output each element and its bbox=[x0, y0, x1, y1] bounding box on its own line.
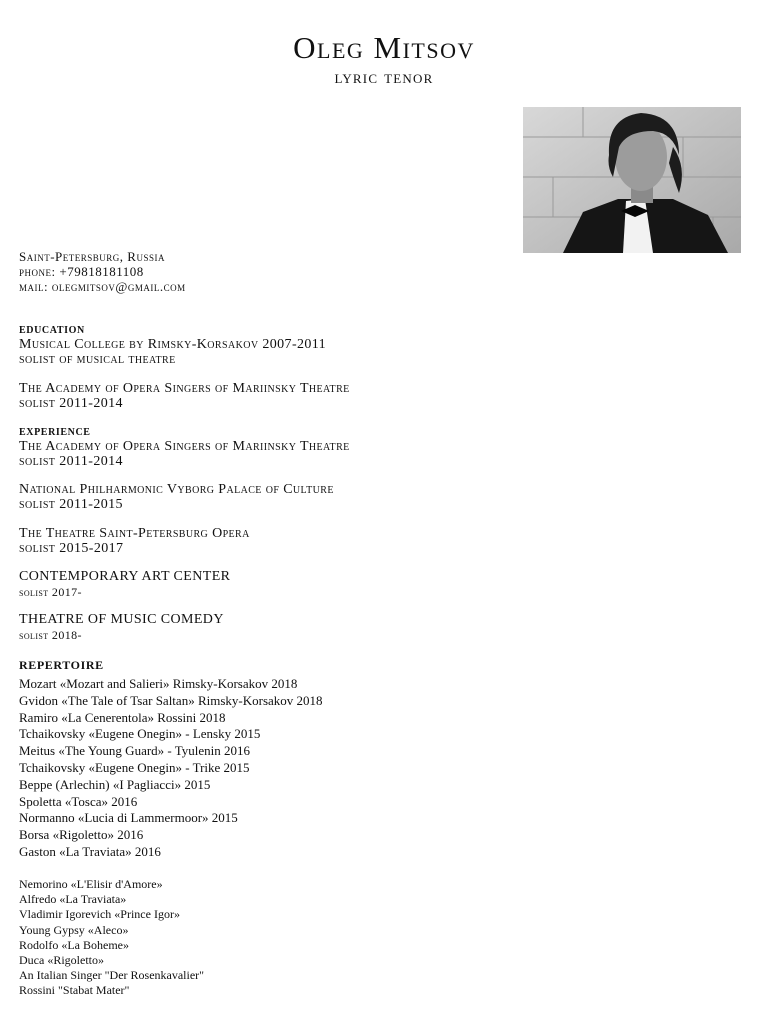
education-entry-title: Musical College by Rimsky-Korsakov 2007-2011 bbox=[19, 337, 327, 352]
list-item: Duca «Rigoletto» bbox=[19, 953, 104, 968]
experience-entry bbox=[19, 612, 224, 642]
list-item: Meitus «The Young Guard» - Tyulenin 2016 bbox=[19, 743, 251, 759]
list-item: Young Gypsy «Aleco» bbox=[19, 922, 129, 937]
education-section bbox=[19, 322, 350, 411]
portrait-photo bbox=[523, 107, 741, 253]
experience-entry-detail: solist 2018- bbox=[19, 628, 82, 642]
education-entry-detail: solist 2011-2014 bbox=[19, 396, 123, 411]
experience-heading: experience bbox=[19, 424, 91, 439]
experience-entry-detail: solist 2015-2017 bbox=[19, 541, 124, 556]
list-item: Normanno «Lucia di Lammermoor» 2015 bbox=[19, 810, 238, 826]
experience-entry bbox=[19, 526, 250, 556]
repertoire-heading: repertoire bbox=[19, 654, 104, 673]
resume-header bbox=[0, 30, 768, 90]
list-item: Borsa «Rigoletto» 2016 bbox=[19, 827, 144, 843]
list-item: Tchaikovsky «Eugene Onegin» - Trike 2015 bbox=[19, 759, 250, 775]
list-item: Tchaikovsky «Eugene Onegin» - Lensky 2015 bbox=[19, 726, 261, 742]
experience-entry bbox=[19, 569, 230, 599]
contact-city: Saint-Petersburg, Russia bbox=[19, 249, 165, 264]
experience-entry-title: THEATRE OF MUSIC COMEDY bbox=[19, 612, 224, 627]
experience-entry-title: The Academy of Opera Singers of Mariinsky Theatre bbox=[19, 439, 350, 454]
contact-info bbox=[19, 249, 186, 294]
experience-entry-title: CONTEMPORARY ART CENTER bbox=[19, 569, 231, 584]
education-heading: education bbox=[19, 322, 85, 337]
experience-entry-title: The Theatre Saint-Petersburg Opera bbox=[19, 526, 250, 541]
repertoire-prepared-list bbox=[19, 877, 204, 999]
education-entry-detail: solist of musical theatre bbox=[19, 352, 176, 367]
singer-name: Oleg Mitsov bbox=[293, 30, 475, 65]
list-item: Rodolfo «La Boheme» bbox=[19, 937, 129, 952]
voice-type: lyric tenor bbox=[334, 67, 434, 88]
list-item: Mozart «Mozart and Salieri» Rimsky-Korsakov 2018 bbox=[19, 676, 298, 691]
repertoire-performed-list bbox=[19, 676, 323, 861]
experience-entry-detail: solist 2011-2014 bbox=[19, 454, 123, 469]
list-item: An Italian Singer "Der Rosenkavalier" bbox=[19, 968, 205, 983]
experience-entry-detail: solist 2011-2015 bbox=[19, 497, 123, 512]
experience-entry bbox=[19, 482, 334, 512]
contact-mail: mail: olegmitsov@gmail.com bbox=[19, 279, 186, 294]
list-item: Rossini "Stabat Mater" bbox=[19, 983, 130, 998]
experience-section bbox=[19, 424, 350, 469]
list-item: Gaston «La Traviata» 2016 bbox=[19, 843, 161, 859]
contact-phone: phone: +79818181108 bbox=[19, 264, 144, 279]
list-item: Alfredo «La Traviata» bbox=[19, 892, 127, 907]
experience-entry-detail: solist 2017- bbox=[19, 585, 82, 599]
education-entry-title: The Academy of Opera Singers of Mariinsky Theatre bbox=[19, 381, 350, 396]
list-item: Spoletta «Tosca» 2016 bbox=[19, 793, 138, 809]
list-item: Ramiro «La Cenerentola» Rossini 2018 bbox=[19, 709, 226, 725]
list-item: Beppe (Arlechin) «I Pagliacci» 2015 bbox=[19, 776, 211, 792]
list-item: Gvidon «The Tale of Tsar Saltan» Rimsky-Korsakov 2018 bbox=[19, 692, 323, 708]
list-item: Vladimir Igorevich «Prince Igor» bbox=[19, 907, 180, 922]
experience-entry-title: National Philharmonic Vyborg Palace of Culture bbox=[19, 482, 334, 497]
portrait-image bbox=[523, 107, 741, 253]
list-item: Nemorino «L'Elisir d'Amore» bbox=[19, 877, 163, 891]
